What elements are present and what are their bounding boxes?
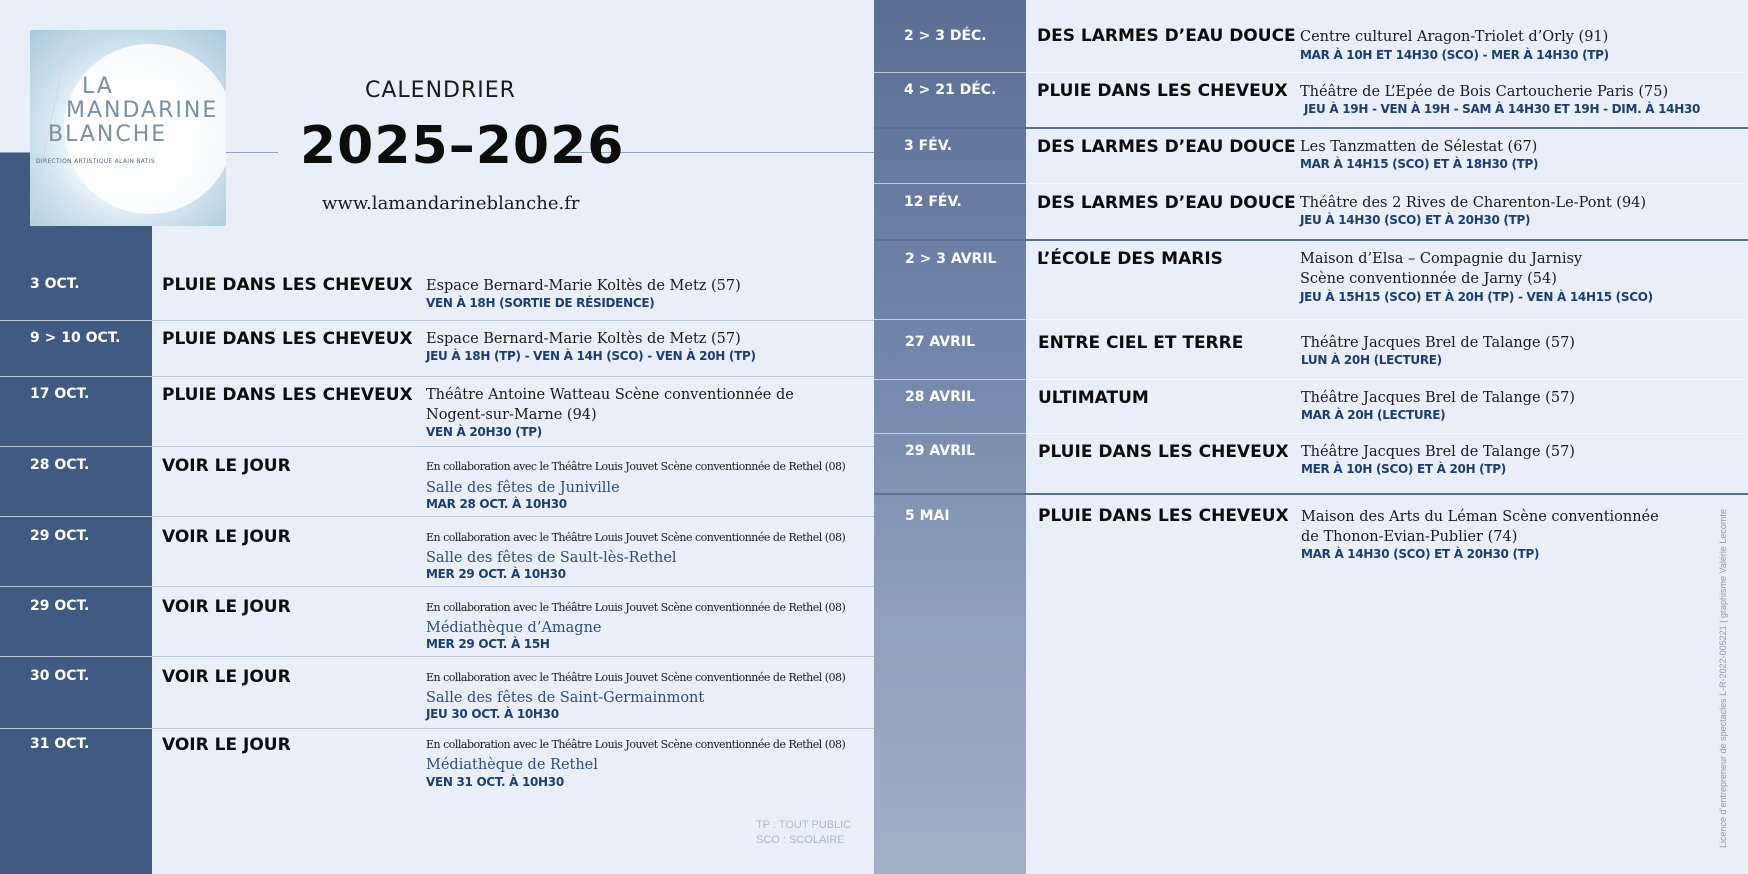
event-date: 2 > 3 AVRIL xyxy=(905,251,997,267)
event-row xyxy=(0,446,874,516)
credits-vertical xyxy=(1718,508,1730,848)
event-date: 17 OCT. xyxy=(30,386,90,402)
event-date: 28 OCT. xyxy=(30,457,90,473)
event-show: ENTRE CIEL ET TERRE xyxy=(1038,333,1244,353)
event-show: VOIR LE JOUR xyxy=(162,667,291,687)
event-row xyxy=(874,493,1748,593)
event-venue: Théâtre de L’Epée de Bois Cartoucherie Paris (75) xyxy=(1300,84,1669,100)
event-time: LUN À 20H (LECTURE) xyxy=(1301,353,1442,367)
event-collaboration: En collaboration avec le Théâtre Louis Jouvet Scène conventionnée de Rethel (08) xyxy=(426,531,846,544)
logo-tagline: DIRECTION ARTISTIQUE ALAIN BATIS xyxy=(36,158,155,165)
event-date: 27 AVRIL xyxy=(905,334,975,350)
calendar-subtitle: CALENDRIER xyxy=(365,78,516,103)
calendar-title: 2025–2026 xyxy=(300,116,625,176)
event-row xyxy=(874,72,1748,127)
event-venue: Médiathèque de Rethel xyxy=(426,757,598,773)
event-row xyxy=(0,376,874,446)
event-show: ULTIMATUM xyxy=(1038,388,1149,408)
event-date: 29 AVRIL xyxy=(905,443,975,459)
event-time: VEN À 20H30 (TP) xyxy=(426,425,542,439)
event-show: PLUIE DANS LES CHEVEUX xyxy=(162,275,413,295)
event-row xyxy=(874,183,1748,239)
event-row xyxy=(0,320,874,376)
event-collaboration: En collaboration avec le Théâtre Louis Jouvet Scène conventionnée de Rethel (08) xyxy=(426,601,846,614)
event-venue-line-1: Théâtre Antoine Watteau Scène conventionnée de xyxy=(426,387,794,403)
event-venue-line-2: Nogent-sur-Marne (94) xyxy=(426,407,597,423)
event-time: MAR 28 OCT. À 10H30 xyxy=(426,497,567,511)
event-time: MER 29 OCT. À 10H30 xyxy=(426,567,566,581)
event-time: MER 29 OCT. À 15H xyxy=(426,637,550,651)
event-show: DES LARMES D’EAU DOUCE xyxy=(1037,26,1296,46)
legend-sco: SCO : SCOLAIRE xyxy=(756,834,845,846)
legend xyxy=(756,818,851,848)
event-time: VEN 31 OCT. À 10H30 xyxy=(426,775,564,789)
event-venue: Théâtre Jacques Brel de Talange (57) xyxy=(1301,444,1575,460)
event-time: MAR À 14H30 (SCO) ET À 20H30 (TP) xyxy=(1301,547,1540,561)
event-venue: Médiathèque d’Amagne xyxy=(426,620,602,636)
event-row xyxy=(874,0,1748,72)
event-show: PLUIE DANS LES CHEVEUX xyxy=(1038,506,1289,526)
event-venue-line-2: Scène conventionnée de Jarny (54) xyxy=(1300,271,1557,287)
credits-text: Licence d’entrepreneur de spectacles L-R-2022-005221 | graphisme Valérie Lecomte xyxy=(1718,509,1728,848)
event-date: 2 > 3 DÉC. xyxy=(904,28,987,44)
event-venue: Espace Bernard-Marie Koltès de Metz (57) xyxy=(426,278,741,294)
event-venue-line-1: Maison des Arts du Léman Scène conventionnée xyxy=(1301,509,1659,525)
event-row xyxy=(0,656,874,728)
event-show: DES LARMES D’EAU DOUCE xyxy=(1037,137,1296,157)
event-show: VOIR LE JOUR xyxy=(162,456,291,476)
event-venue: Espace Bernard-Marie Koltès de Metz (57) xyxy=(426,331,741,347)
event-venue: Théâtre des 2 Rives de Charenton-Le-Pont (94) xyxy=(1300,195,1647,211)
event-venue: Salle des fêtes de Sault-lès-Rethel xyxy=(426,550,677,566)
event-show: PLUIE DANS LES CHEVEUX xyxy=(1038,442,1289,462)
event-date: 12 FÉV. xyxy=(904,194,962,210)
event-time: JEU À 15H15 (SCO) ET À 20H (TP) - VEN À 14H15 (SCO) xyxy=(1300,290,1653,304)
event-collaboration: En collaboration avec le Théâtre Louis Jouvet Scène conventionnée de Rethel (08) xyxy=(426,738,846,751)
event-collaboration: En collaboration avec le Théâtre Louis Jouvet Scène conventionnée de Rethel (08) xyxy=(426,460,846,473)
legend-tp: TP : TOUT PUBLIC xyxy=(756,819,852,831)
event-time: JEU À 14H30 (SCO) ET À 20H30 (TP) xyxy=(1300,213,1531,227)
event-venue: Centre culturel Aragon-Triolet d’Orly (91) xyxy=(1300,29,1609,45)
event-venue: Théâtre Jacques Brel de Talange (57) xyxy=(1301,335,1575,351)
event-row xyxy=(874,319,1748,379)
event-row xyxy=(874,379,1748,433)
event-date: 9 > 10 OCT. xyxy=(30,330,121,346)
event-row xyxy=(0,262,874,320)
event-collaboration: En collaboration avec le Théâtre Louis Jouvet Scène conventionnée de Rethel (08) xyxy=(426,671,846,684)
logo-line-2: MANDARINE xyxy=(66,98,219,123)
event-time: MAR À 10H ET 14H30 (SCO) - MER À 14H30 (TP) xyxy=(1300,48,1609,62)
event-venue-line-2: de Thonon-Evian-Publier (74) xyxy=(1301,529,1518,545)
event-date: 3 OCT. xyxy=(30,276,80,292)
event-date: 4 > 21 DÉC. xyxy=(904,82,997,98)
event-date: 29 OCT. xyxy=(30,528,90,544)
event-date: 3 FÉV. xyxy=(904,138,953,154)
logo-line-1: LA xyxy=(82,74,114,99)
event-venue: Théâtre Jacques Brel de Talange (57) xyxy=(1301,390,1575,406)
event-time: JEU À 19H - VEN À 19H - SAM À 14H30 ET 19H - DIM. À 14H30 xyxy=(1304,102,1701,116)
event-row xyxy=(874,433,1748,493)
event-row xyxy=(874,239,1748,319)
event-show: PLUIE DANS LES CHEVEUX xyxy=(162,329,413,349)
logo-line-3: BLANCHE xyxy=(48,122,168,147)
event-date: 28 AVRIL xyxy=(905,389,975,405)
event-row xyxy=(0,586,874,656)
event-time: VEN À 18H (SORTIE DE RÉSIDENCE) xyxy=(426,296,655,310)
event-time: JEU 30 OCT. À 10H30 xyxy=(426,707,559,721)
event-show: L’ÉCOLE DES MARIS xyxy=(1037,249,1223,269)
event-venue: Salle des fêtes de Juniville xyxy=(426,480,620,496)
event-venue: Salle des fêtes de Saint-Germainmont xyxy=(426,690,705,706)
event-time: MER À 10H (SCO) ET À 20H (TP) xyxy=(1301,462,1506,476)
event-show: PLUIE DANS LES CHEVEUX xyxy=(1037,81,1288,101)
event-time: MAR À 14H15 (SCO) ET À 18H30 (TP) xyxy=(1300,157,1539,171)
event-time: MAR À 20H (LECTURE) xyxy=(1301,408,1446,422)
event-show: VOIR LE JOUR xyxy=(162,527,291,547)
event-row xyxy=(874,127,1748,183)
event-venue-line-1: Maison d’Elsa – Compagnie du Jarnisy xyxy=(1300,251,1583,267)
event-date: 31 OCT. xyxy=(30,736,90,752)
event-row xyxy=(0,516,874,586)
event-show: VOIR LE JOUR xyxy=(162,597,291,617)
event-date: 29 OCT. xyxy=(30,598,90,614)
event-venue: Les Tanzmatten de Sélestat (67) xyxy=(1300,139,1538,155)
event-show: VOIR LE JOUR xyxy=(162,735,291,755)
event-date: 30 OCT. xyxy=(30,668,90,684)
event-date: 5 MAI xyxy=(905,508,950,524)
event-row xyxy=(0,728,874,798)
event-time: JEU À 18H (TP) - VEN À 14H (SCO) - VEN À 20H (TP) xyxy=(426,349,756,363)
website-link[interactable]: www.lamandarineblanche.fr xyxy=(322,193,580,214)
event-show: DES LARMES D’EAU DOUCE xyxy=(1037,193,1296,213)
company-logo xyxy=(30,30,226,226)
event-show: PLUIE DANS LES CHEVEUX xyxy=(162,385,413,405)
